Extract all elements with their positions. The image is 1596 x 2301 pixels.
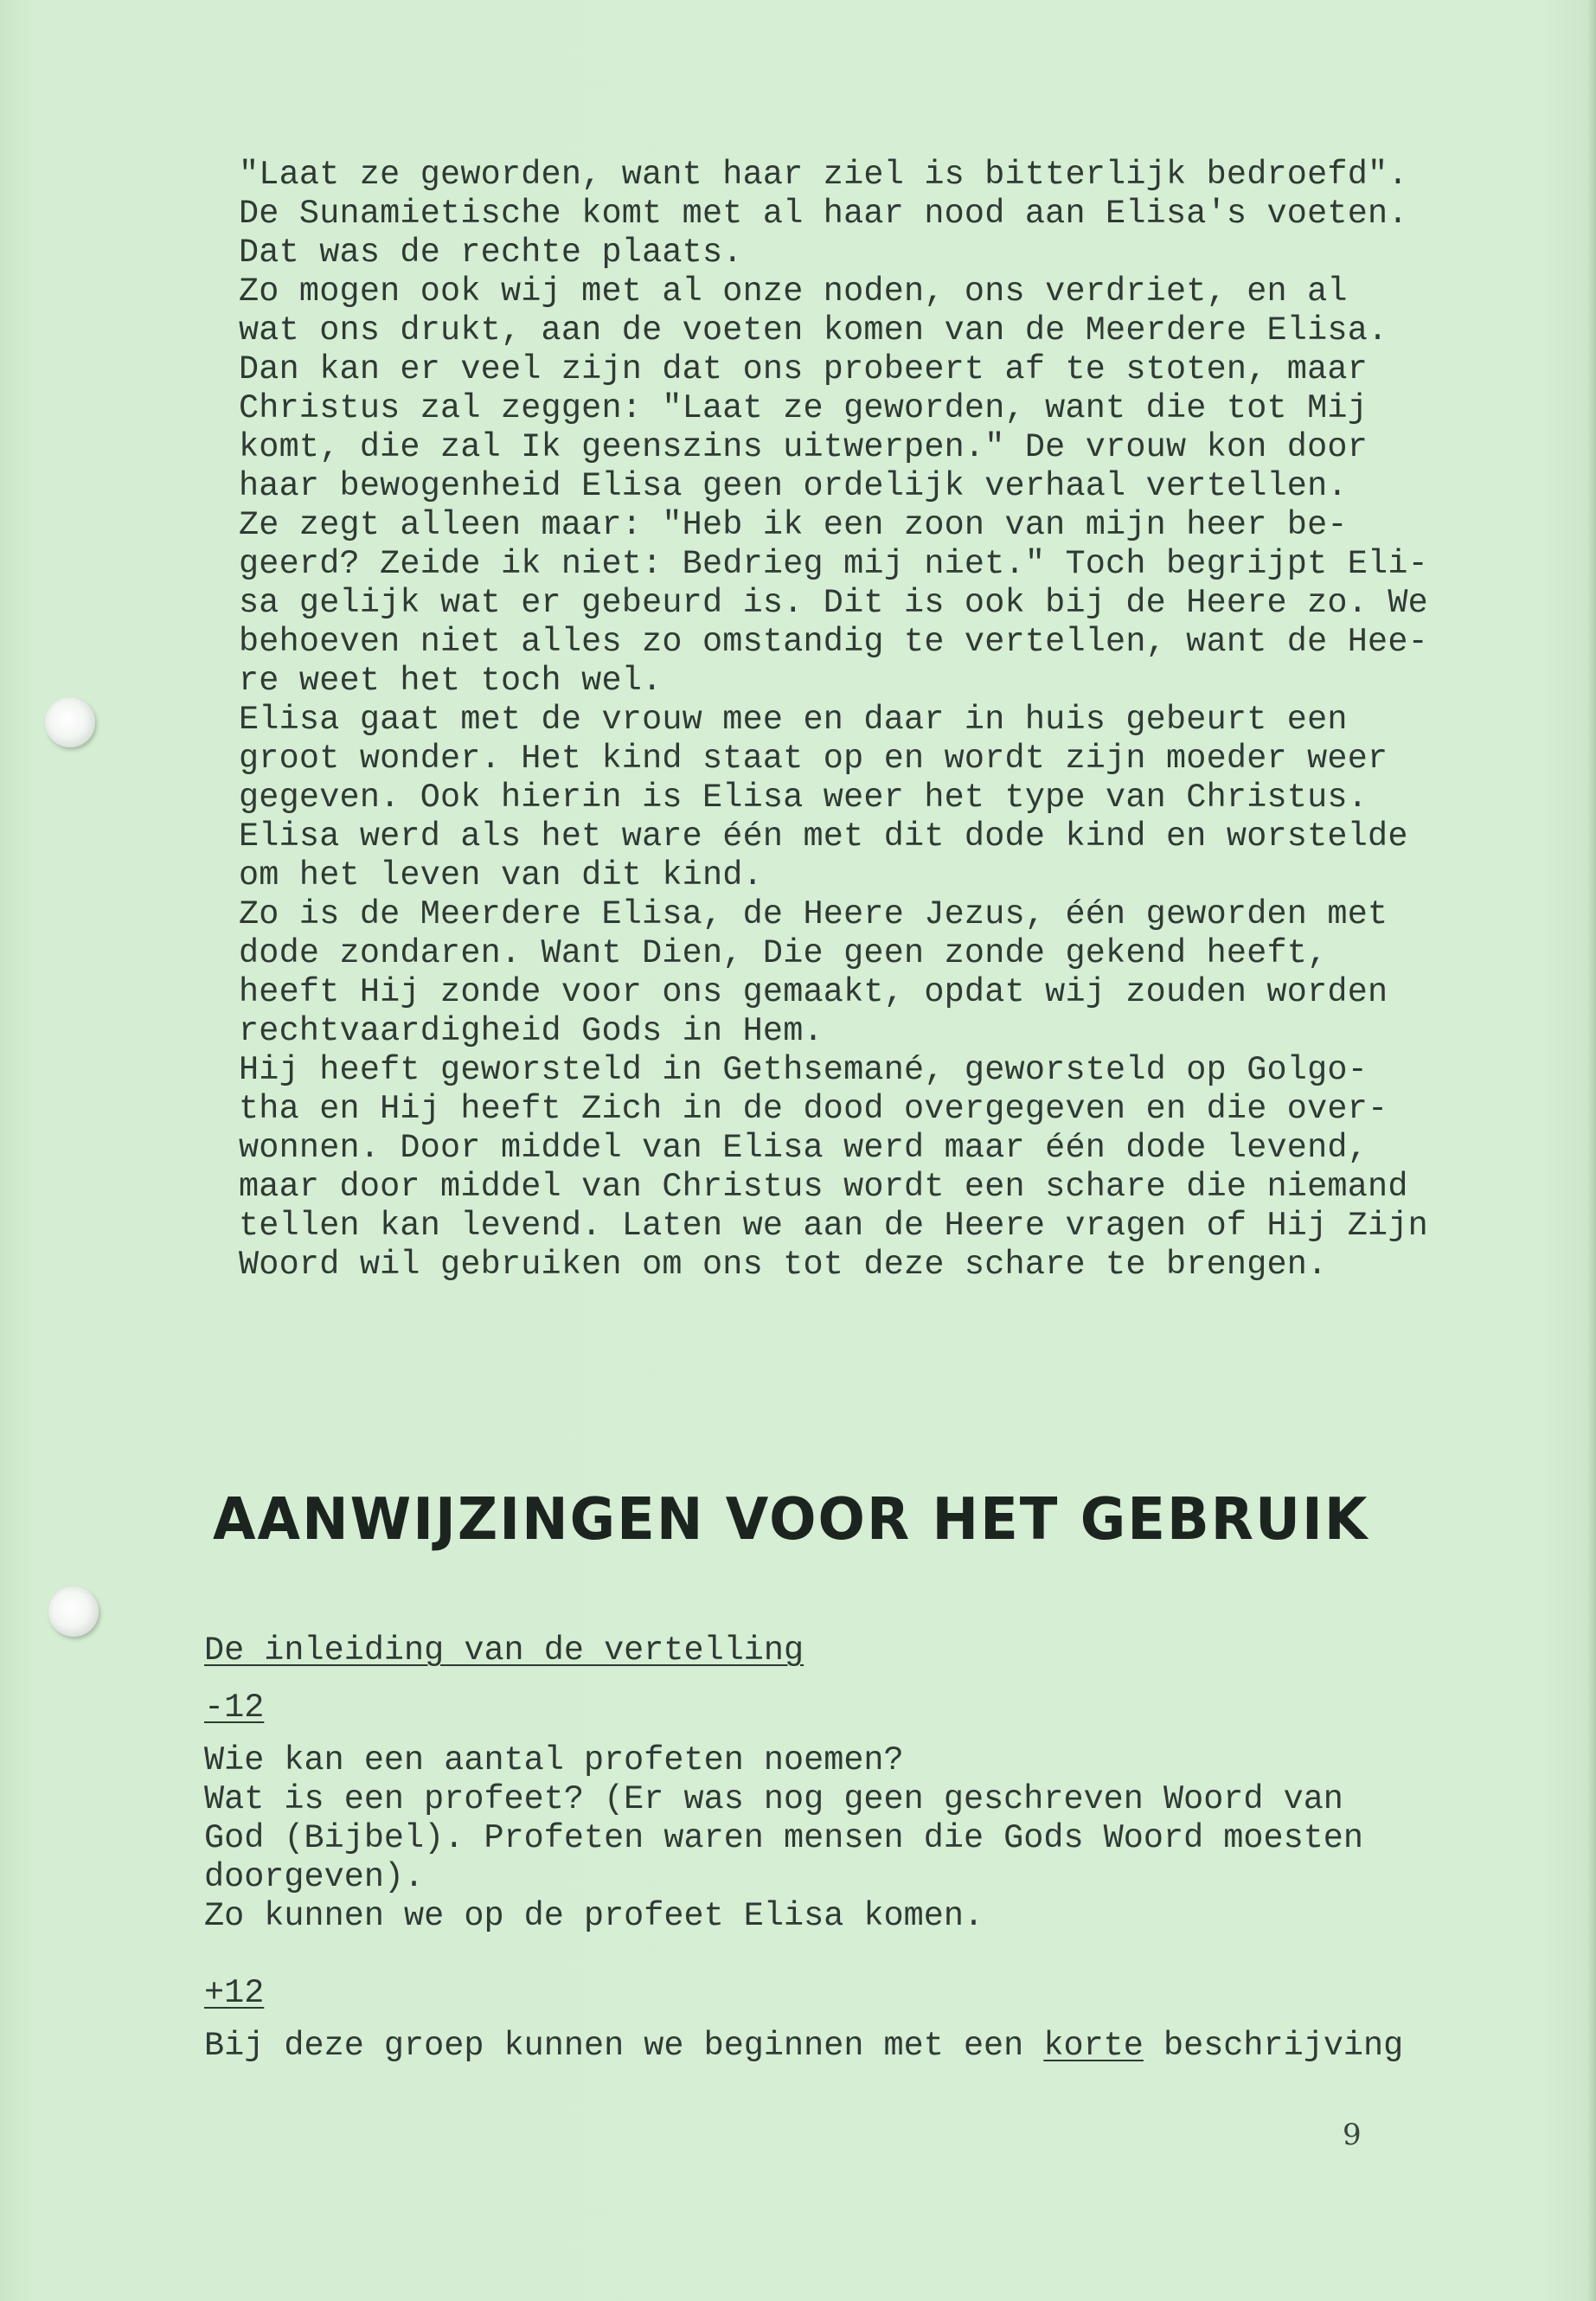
- under-12-paragraph: [204, 1741, 1433, 1936]
- age-label-under-12: [204, 1689, 1433, 1727]
- body-line: Zo is de Meerdere Elisa, de Heere Jezus, één geworden met: [239, 895, 1388, 933]
- over-12-paragraph: [204, 2027, 1433, 2066]
- under-12-line: God (Bijbel). Profeten waren mensen die Gods Woord moesten: [204, 1819, 1364, 1857]
- section-title: [204, 1631, 1433, 1670]
- body-line: rechtvaardigheid Gods in Hem.: [239, 1012, 824, 1050]
- body-line: Ze zegt alleen maar: "Heb ik een zoon van mijn heer be-: [239, 506, 1348, 544]
- body-line: Dat was de rechte plaats.: [239, 234, 743, 272]
- body-line: gegeven. Ook hierin is Elisa weer het type van Christus.: [239, 779, 1368, 817]
- body-line: geerd? Zeide ik niet: Bedrieg mij niet." Toch begrijpt Eli-: [239, 545, 1428, 583]
- story-body-text: [239, 156, 1428, 1285]
- age-label-under-12-text: -12: [204, 1689, 265, 1727]
- body-line: haar bewogenheid Elisa geen ordelijk verhaal vertellen.: [239, 467, 1348, 505]
- punch-hole-bottom: [48, 1586, 99, 1637]
- over-12-line-prefix: Bij deze groep kunnen we beginnen met een: [204, 2027, 1044, 2065]
- body-line: tellen kan levend. Laten we aan de Heere vragen of Hij Zijn: [239, 1207, 1428, 1245]
- body-line: sa gelijk wat er gebeurd is. Dit is ook bij de Heere zo. We: [239, 584, 1428, 622]
- under-12-line: Wie kan een aantal profeten noemen?: [204, 1741, 904, 1779]
- page-number: 9: [1343, 2118, 1362, 2152]
- body-line: De Sunamietische komt met al haar nood aan Elisa's voeten.: [239, 195, 1408, 233]
- under-12-line: doorgeven).: [204, 1858, 425, 1896]
- body-line: "Laat ze geworden, want haar ziel is bitterlijk bedroefd".: [239, 156, 1408, 194]
- body-line: maar door middel van Christus wordt een schare die niemand: [239, 1168, 1408, 1206]
- body-line: Elisa gaat met de vrouw mee en daar in huis gebeurt een: [239, 701, 1348, 739]
- over-12-line-emphasis: korte: [1043, 2027, 1144, 2065]
- body-line: komt, die zal Ik geenszins uitwerpen." De vrouw kon door: [239, 428, 1368, 466]
- body-line: Hij heeft geworsteld in Gethsemané, geworsteld op Golgo-: [239, 1051, 1368, 1089]
- punch-hole-top: [45, 697, 95, 747]
- body-line: om het leven van dit kind.: [239, 856, 763, 894]
- over-12-line-suffix: beschrijving: [1143, 2027, 1404, 2065]
- body-line: re weet het toch wel.: [239, 662, 663, 700]
- page-edge-shadow: [1587, 0, 1596, 2301]
- body-line: tha en Hij heeft Zich in de dood overgegeven en die over-: [239, 1090, 1388, 1128]
- section-title-text: De inleiding van de vertelling: [204, 1631, 804, 1670]
- body-line: wonnen. Door middel van Elisa werd maar één dode levend,: [239, 1129, 1368, 1167]
- body-line: Woord wil gebruiken om ons tot deze schare te brengen.: [239, 1246, 1328, 1284]
- body-line: wat ons drukt, aan de voeten komen van de Meerdere Elisa.: [239, 311, 1388, 349]
- body-line: groot wonder. Het kind staat op en wordt zijn moeder weer: [239, 740, 1388, 778]
- under-12-line: Wat is een profeet? (Er was nog geen geschreven Woord van: [204, 1780, 1343, 1818]
- body-line: behoeven niet alles zo omstandig te vertellen, want de Hee-: [239, 623, 1428, 661]
- body-line: heeft Hij zonde voor ons gemaakt, opdat wij zouden worden: [239, 973, 1388, 1011]
- under-12-line: Zo kunnen we op de profeet Elisa komen.: [204, 1897, 984, 1935]
- age-label-over-12-text: +12: [204, 1974, 265, 2012]
- body-line: Zo mogen ook wij met al onze noden, ons verdriet, en al: [239, 272, 1348, 311]
- over-12-line: [204, 2027, 1433, 2066]
- body-line: Christus zal zeggen: "Laat ze geworden, want die tot Mij: [239, 389, 1368, 427]
- body-line: Dan kan er veel zijn dat ons probeert af te stoten, maar: [239, 350, 1368, 388]
- body-line: dode zondaren. Want Dien, Die geen zonde gekend heeft,: [239, 934, 1328, 972]
- body-line: Elisa werd als het ware één met dit dode kind en worstelde: [239, 817, 1408, 856]
- age-label-over-12: [204, 1974, 1433, 2013]
- instructions-heading: AANWIJZINGEN VOOR HET GEBRUIK: [213, 1486, 1369, 1554]
